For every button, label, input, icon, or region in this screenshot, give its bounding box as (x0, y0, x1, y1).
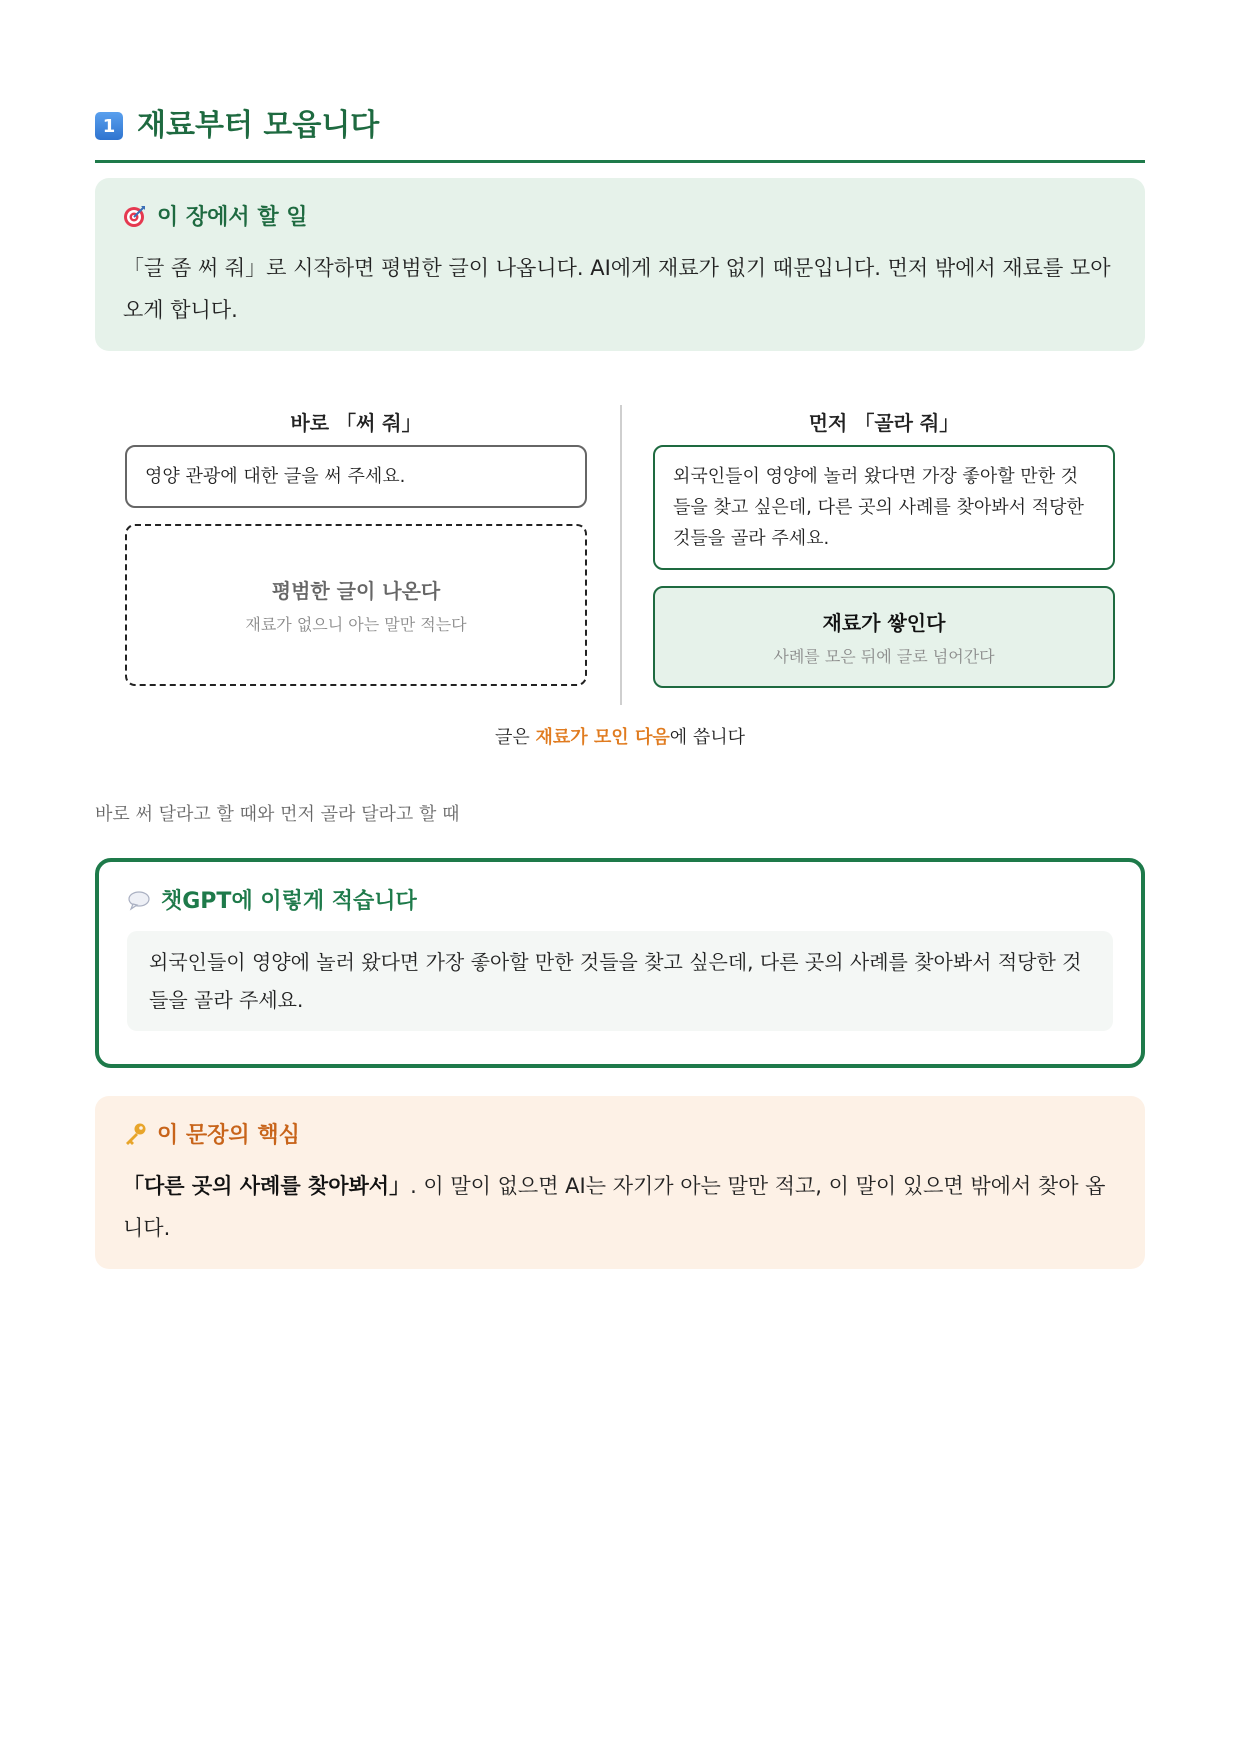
key-icon (123, 1122, 147, 1146)
right-result-title: 재료가 쌓인다 (822, 611, 946, 635)
left-column-title: 바로 「써 줘」 (290, 411, 422, 435)
section-heading (95, 104, 1145, 163)
left-prompt-box: 영양 관광에 대한 글을 써 주세요. (125, 445, 587, 508)
speech-bubble-icon (127, 888, 151, 912)
figure-caption: 바로 써 달라고 할 때와 먼저 골라 달라고 할 때 (95, 804, 460, 825)
goal-box (95, 178, 1145, 351)
comparison-caption (95, 723, 1145, 749)
key-body: . 이 말이 없으면 AI는 자기가 아는 말만 적고, 이 말이 있으면 밖에서 찾아 옵니다. (123, 1174, 1106, 1240)
number-badge-icon: 1 (95, 112, 123, 140)
key-bold-phrase: 「다른 곳의 사례를 찾아봐서」 (123, 1174, 411, 1198)
key-point-box (95, 1096, 1145, 1269)
comparison-figure (95, 405, 1145, 765)
chat-title-row (127, 884, 1113, 915)
goal-title: 이 장에서 할 일 (157, 205, 308, 230)
chatgpt-prompt-box (95, 858, 1145, 1068)
section-title: 재료부터 모읍니다 (137, 108, 380, 143)
left-result-box (125, 524, 587, 686)
right-result-subtitle: 사례를 모은 뒤에 글로 넘어간다 (773, 647, 995, 666)
key-title: 이 문장의 핵심 (157, 1123, 300, 1148)
caption-highlight: 재료가 모인 다음 (535, 727, 670, 748)
right-result-box (653, 586, 1115, 688)
target-icon (123, 204, 147, 228)
chat-prompt-text: 외국인들이 영양에 놀러 왔다면 가장 좋아할 만한 것들을 찾고 싶은데, 다른 곳의 사례를 찾아봐서 적당한 것들을 골라 주세요. (127, 931, 1113, 1031)
chat-title: 챗GPT에 이렇게 적습니다 (161, 889, 417, 914)
left-column (125, 405, 587, 686)
right-column (653, 405, 1115, 688)
column-divider (620, 405, 622, 705)
caption-pre: 글은 (494, 727, 536, 748)
goal-title-row (123, 200, 1117, 231)
right-column-title: 먼저 「골라 줘」 (808, 411, 960, 435)
left-result-subtitle: 재료가 없으니 아는 말만 적는다 (245, 615, 467, 634)
key-title-row (123, 1118, 1117, 1149)
right-prompt-box: 외국인들이 영양에 놀러 왔다면 가장 좋아할 만한 것들을 찾고 싶은데, 다른 곳의 사례를 찾아봐서 적당한 것들을 골라 주세요. (653, 445, 1115, 570)
key-text (123, 1165, 1117, 1249)
left-result-title: 평범한 글이 나온다 (271, 579, 441, 603)
goal-text: 「글 좀 써 줘」로 시작하면 평범한 글이 나옵니다. AI에게 재료가 없기 때문입니다. 먼저 밖에서 재료를 모아 오게 합니다. (123, 256, 1111, 322)
caption-post: 에 씁니다 (669, 727, 746, 748)
